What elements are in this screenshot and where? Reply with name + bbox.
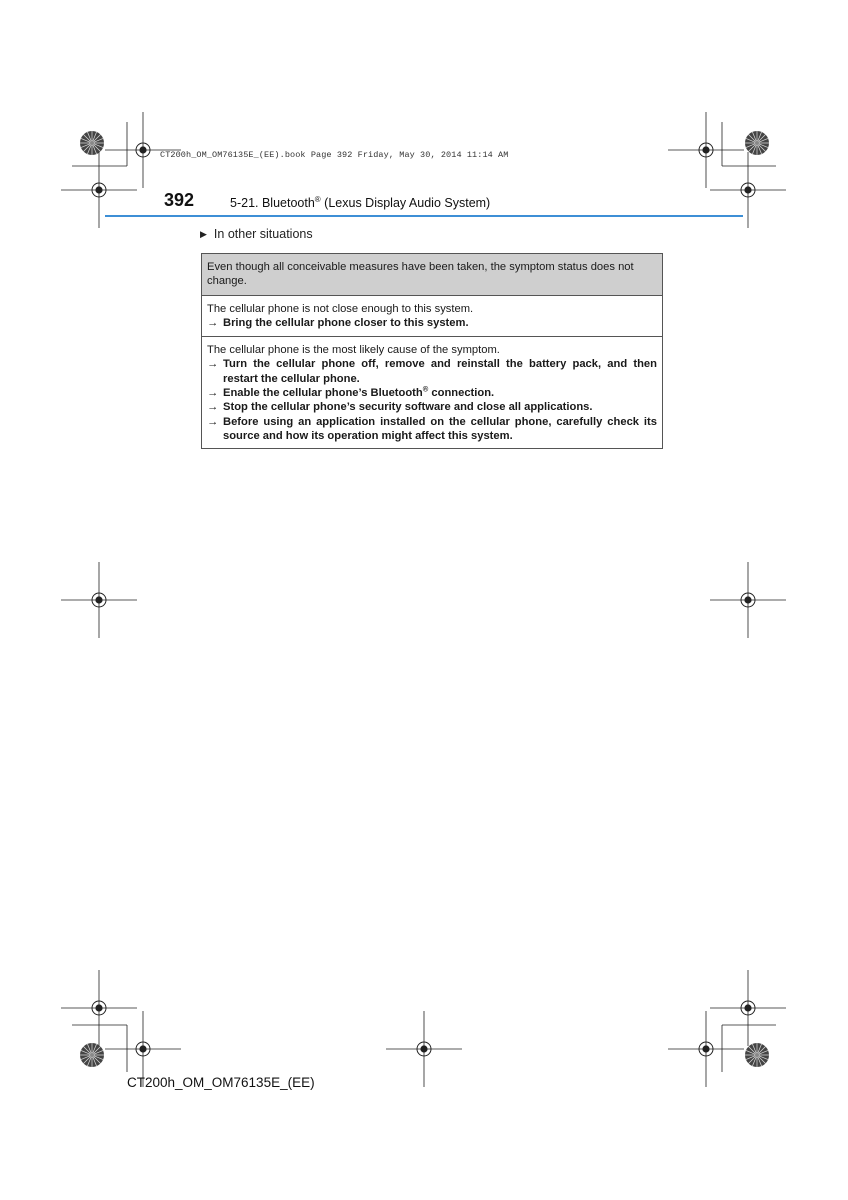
action-item xyxy=(207,415,657,444)
table-row xyxy=(202,336,662,448)
action-item xyxy=(207,316,657,330)
action-item xyxy=(207,386,657,400)
radial-registration-wheel-icon xyxy=(745,1043,769,1067)
registered-mark: ® xyxy=(422,384,429,394)
section-title xyxy=(230,195,490,210)
radial-registration-wheel-icon xyxy=(80,131,104,155)
section-title-prefix: 5-21. Bluetooth xyxy=(230,196,315,211)
section-title-suffix: (Lexus Display Audio System) xyxy=(320,196,491,211)
cause-text: The cellular phone is the most likely cause of the symptom. xyxy=(207,344,500,357)
action-text: Stop the cellular phone’s security software and close all applications. xyxy=(223,401,593,414)
action-item xyxy=(207,357,657,386)
subheading-text: In other situations xyxy=(213,227,313,241)
action-text: Bring the cellular phone closer to this system. xyxy=(223,316,469,329)
radial-registration-wheel-icon xyxy=(80,1043,104,1067)
arrow-icon: → xyxy=(207,387,219,400)
cause-text: The cellular phone is not close enough to this system. xyxy=(207,302,474,315)
page-number: 392 xyxy=(164,190,195,210)
action-text: Before using an application installed on the cellular phone, carefully check its source and how its operation might affect this system. xyxy=(223,415,657,442)
radial-registration-wheel-icon xyxy=(745,131,769,155)
table-header: Even though all conceivable measures have been taken, the symptom status does not change. xyxy=(202,254,662,295)
table-row xyxy=(202,295,662,337)
arrow-icon: → xyxy=(207,358,219,371)
arrow-icon: → xyxy=(207,401,219,414)
footer-document-code: CT200h_OM_OM76135E_(EE) xyxy=(127,1075,315,1090)
action-text: Turn the cellular phone off, remove and reinstall the battery pack, and then restart the cellular phone. xyxy=(223,358,657,385)
subheading xyxy=(200,227,313,241)
troubleshooting-table xyxy=(201,253,663,449)
action-text-prefix: Enable the cellular phone’s Bluetooth xyxy=(223,387,423,400)
header-rule xyxy=(105,215,743,217)
action-text xyxy=(223,386,657,400)
arrow-icon: → xyxy=(207,415,219,428)
action-text-suffix: connection. xyxy=(428,387,495,400)
arrow-icon: → xyxy=(207,316,219,329)
registered-mark: ® xyxy=(314,195,321,204)
action-item xyxy=(207,400,657,414)
triangle-bullet-icon: ▶ xyxy=(200,229,207,239)
print-info-line: CT200h_OM_OM76135E_(EE).book Page 392 Friday, May 30, 2014 11:14 AM xyxy=(160,150,509,160)
